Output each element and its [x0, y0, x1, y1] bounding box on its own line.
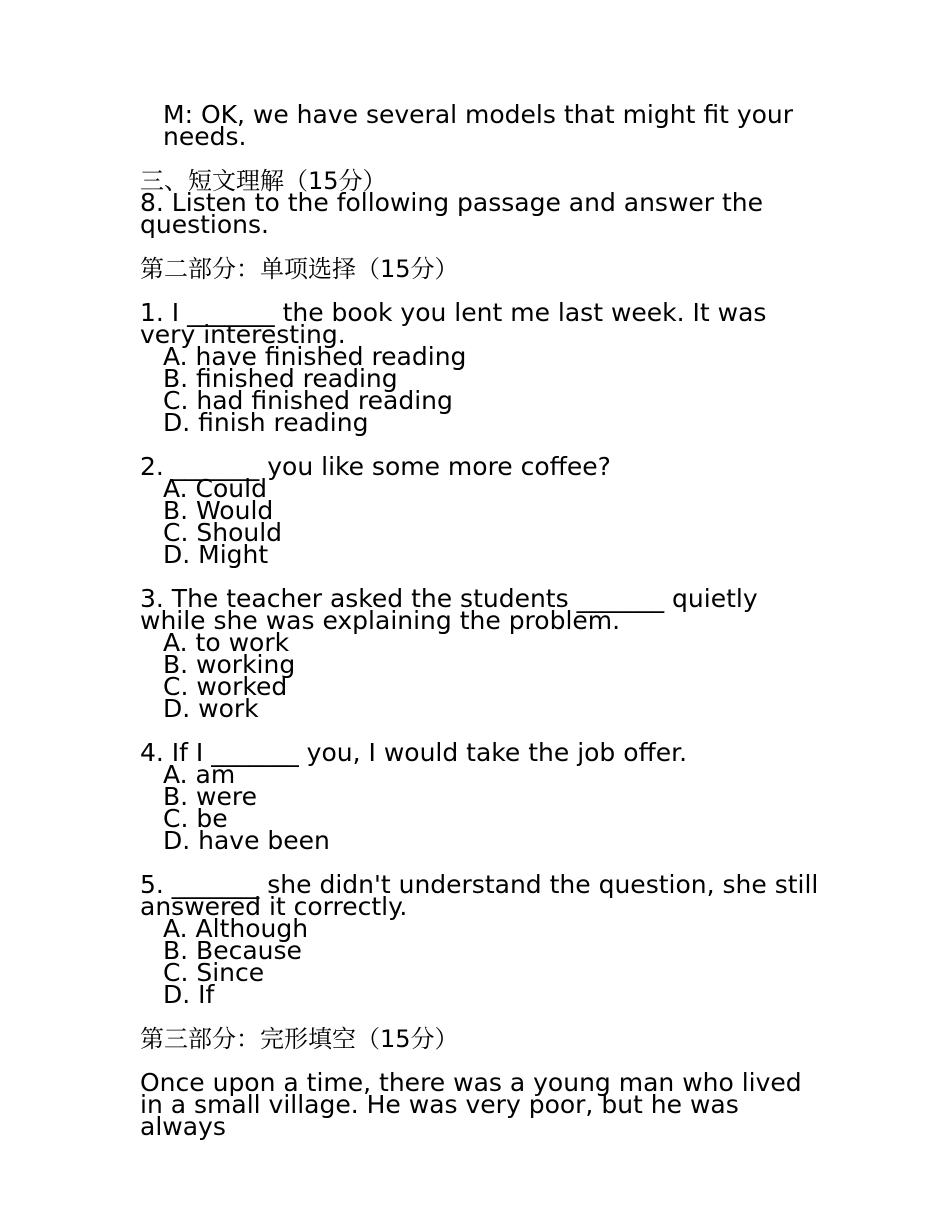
question-block-4 [140, 738, 820, 855]
question-stem: 1. I _______ the book you lent me last week. It was very interesting. [140, 298, 775, 349]
question-stem: 4. If I _______ you, I would take the job offer. [140, 738, 688, 767]
option-c: C. had finished reading [163, 386, 453, 415]
question-8: 8. Listen to the following passage and answer the questions. [140, 188, 771, 239]
option-b: B. were [163, 782, 257, 811]
option-b: B. Would [163, 496, 274, 525]
option-d: D. have been [163, 826, 330, 855]
question-stem: 3. The teacher asked the students _______ quietly while she was explaining the problem. [140, 584, 766, 635]
option-b: B. Because [163, 936, 302, 965]
dialogue-line: M: OK, we have several models that might fit your needs. [163, 100, 801, 151]
option-c: C. be [163, 804, 228, 833]
part3-title: 第三部分：完形填空（15分） [140, 1025, 459, 1053]
option-c: C. worked [163, 672, 288, 701]
question-block-5 [140, 870, 827, 1009]
option-b: B. working [163, 650, 296, 679]
question-stem: 2. _______ you like some more coffee? [140, 452, 611, 481]
question-block-3 [140, 584, 820, 723]
question-block-2 [140, 452, 820, 569]
option-d: D. work [163, 694, 259, 723]
question-block-1 [140, 298, 820, 437]
option-b: B. finished reading [163, 364, 398, 393]
question-stem: 5. _______ she didn't understand the question, she still answered it correctly. [140, 870, 827, 921]
document-page [140, 100, 827, 1141]
option-d: D. Might [163, 540, 269, 569]
listening-section-title: 三、短文理解（15分） [140, 167, 387, 195]
option-a: A. to work [163, 628, 290, 657]
option-d: D. If [163, 980, 215, 1009]
option-a: A. Although [163, 914, 309, 943]
option-c: C. Since [163, 958, 265, 987]
option-a: A. Could [163, 474, 267, 503]
option-a: A. have finished reading [163, 342, 467, 371]
option-d: D. finish reading [163, 408, 369, 437]
cloze-passage: Once upon a time, there was a young man who lived in a small village. He was very poor, but he was always [140, 1068, 810, 1141]
option-a: A. am [163, 760, 236, 789]
option-c: C. Should [163, 518, 283, 547]
part2-title: 第二部分：单项选择（15分） [140, 255, 459, 283]
